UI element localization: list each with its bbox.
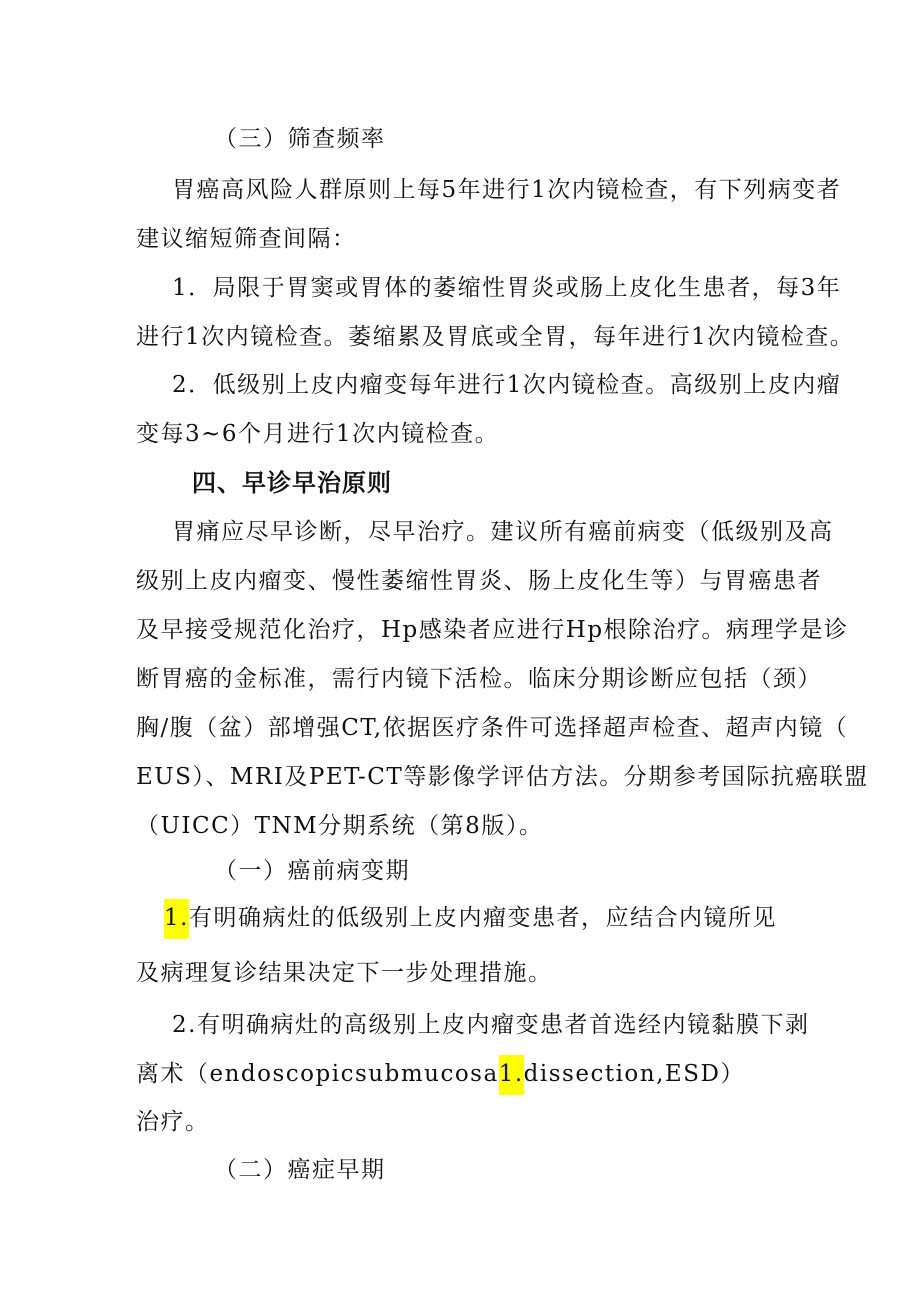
- paragraph-line: 断胃癌的金标准，需行内镜下活检。临床分期诊断应包括（颈）: [136, 666, 822, 692]
- screening-item-1-line-2: 进行1次内镜检查。萎缩累及胃底或全胃，每年进行1次内镜检查。: [136, 324, 855, 350]
- screening-intro-line-2: 建议缩短筛查间隔：: [136, 226, 357, 252]
- precancer-item-2-line-3: 治疗。: [136, 1109, 210, 1135]
- highlighted-number: 1.: [164, 899, 189, 939]
- precancer-item-2-text-b: dissection,ESD）: [523, 1061, 745, 1087]
- highlighted-number: 1.: [499, 1055, 524, 1095]
- precancer-item-2-text-a: 离术（endoscopicsubmucosa: [136, 1061, 499, 1087]
- precancer-item-1-line-1: [164, 903, 777, 933]
- paragraph-line: 胃痛应尽早诊断，尽早治疗。建议所有癌前病变（低级别及高: [172, 519, 834, 545]
- screening-item-1-line-1: 1．局限于胃窦或胃体的萎缩性胃炎或肠上皮化生患者，每3年: [172, 275, 842, 301]
- precancer-item-1-line-2: 及病理复诊结果决定下一步处理措施。: [136, 960, 553, 986]
- precancer-item-1-text: 有明确病灶的低级别上皮内瘤变患者，应结合内镜所见: [188, 905, 777, 931]
- precancer-item-2-line-2: [136, 1059, 745, 1089]
- screening-item-2-line-2: 变每3~6个月进行1次内镜检查。: [136, 421, 500, 447]
- paragraph-line: EUS）、MRI及PET-CT等影像学评估方法。分期参考国际抗癌联盟: [136, 764, 869, 790]
- subsection-title-precancerous: （一）癌前病变期: [214, 858, 410, 884]
- screening-item-2-line-1: 2．低级别上皮内瘤变每年进行1次内镜检查。高级别上皮内瘤: [172, 372, 842, 398]
- paragraph-line: 胸/腹（盆）部增强CT,依据医疗条件可选择超声检查、超声内镜（: [136, 715, 849, 741]
- section-heading-early-diagnosis: 四、早诊早治原则: [192, 469, 392, 497]
- paragraph-line: 级别上皮内瘤变、慢性萎缩性胃炎、肠上皮化生等）与胃癌患者: [136, 568, 822, 594]
- screening-intro-line-1: 胃癌高风险人群原则上每5年进行1次内镜检查，有下列病变者: [172, 177, 842, 203]
- subsection-title-early-cancer: （二）癌症早期: [214, 1157, 386, 1183]
- paragraph-line: （UICC）TNM分期系统（第8版）。: [136, 813, 544, 839]
- section-title-screening-frequency: （三）筛查频率: [214, 126, 386, 152]
- precancer-item-2-line-1: 2.有明确病灶的高级别上皮内瘤变患者首选经内镜黏膜下剥: [172, 1012, 810, 1038]
- paragraph-line: 及早接受规范化治疗，Hp感染者应进行Hp根除治疗。病理学是诊: [136, 617, 849, 643]
